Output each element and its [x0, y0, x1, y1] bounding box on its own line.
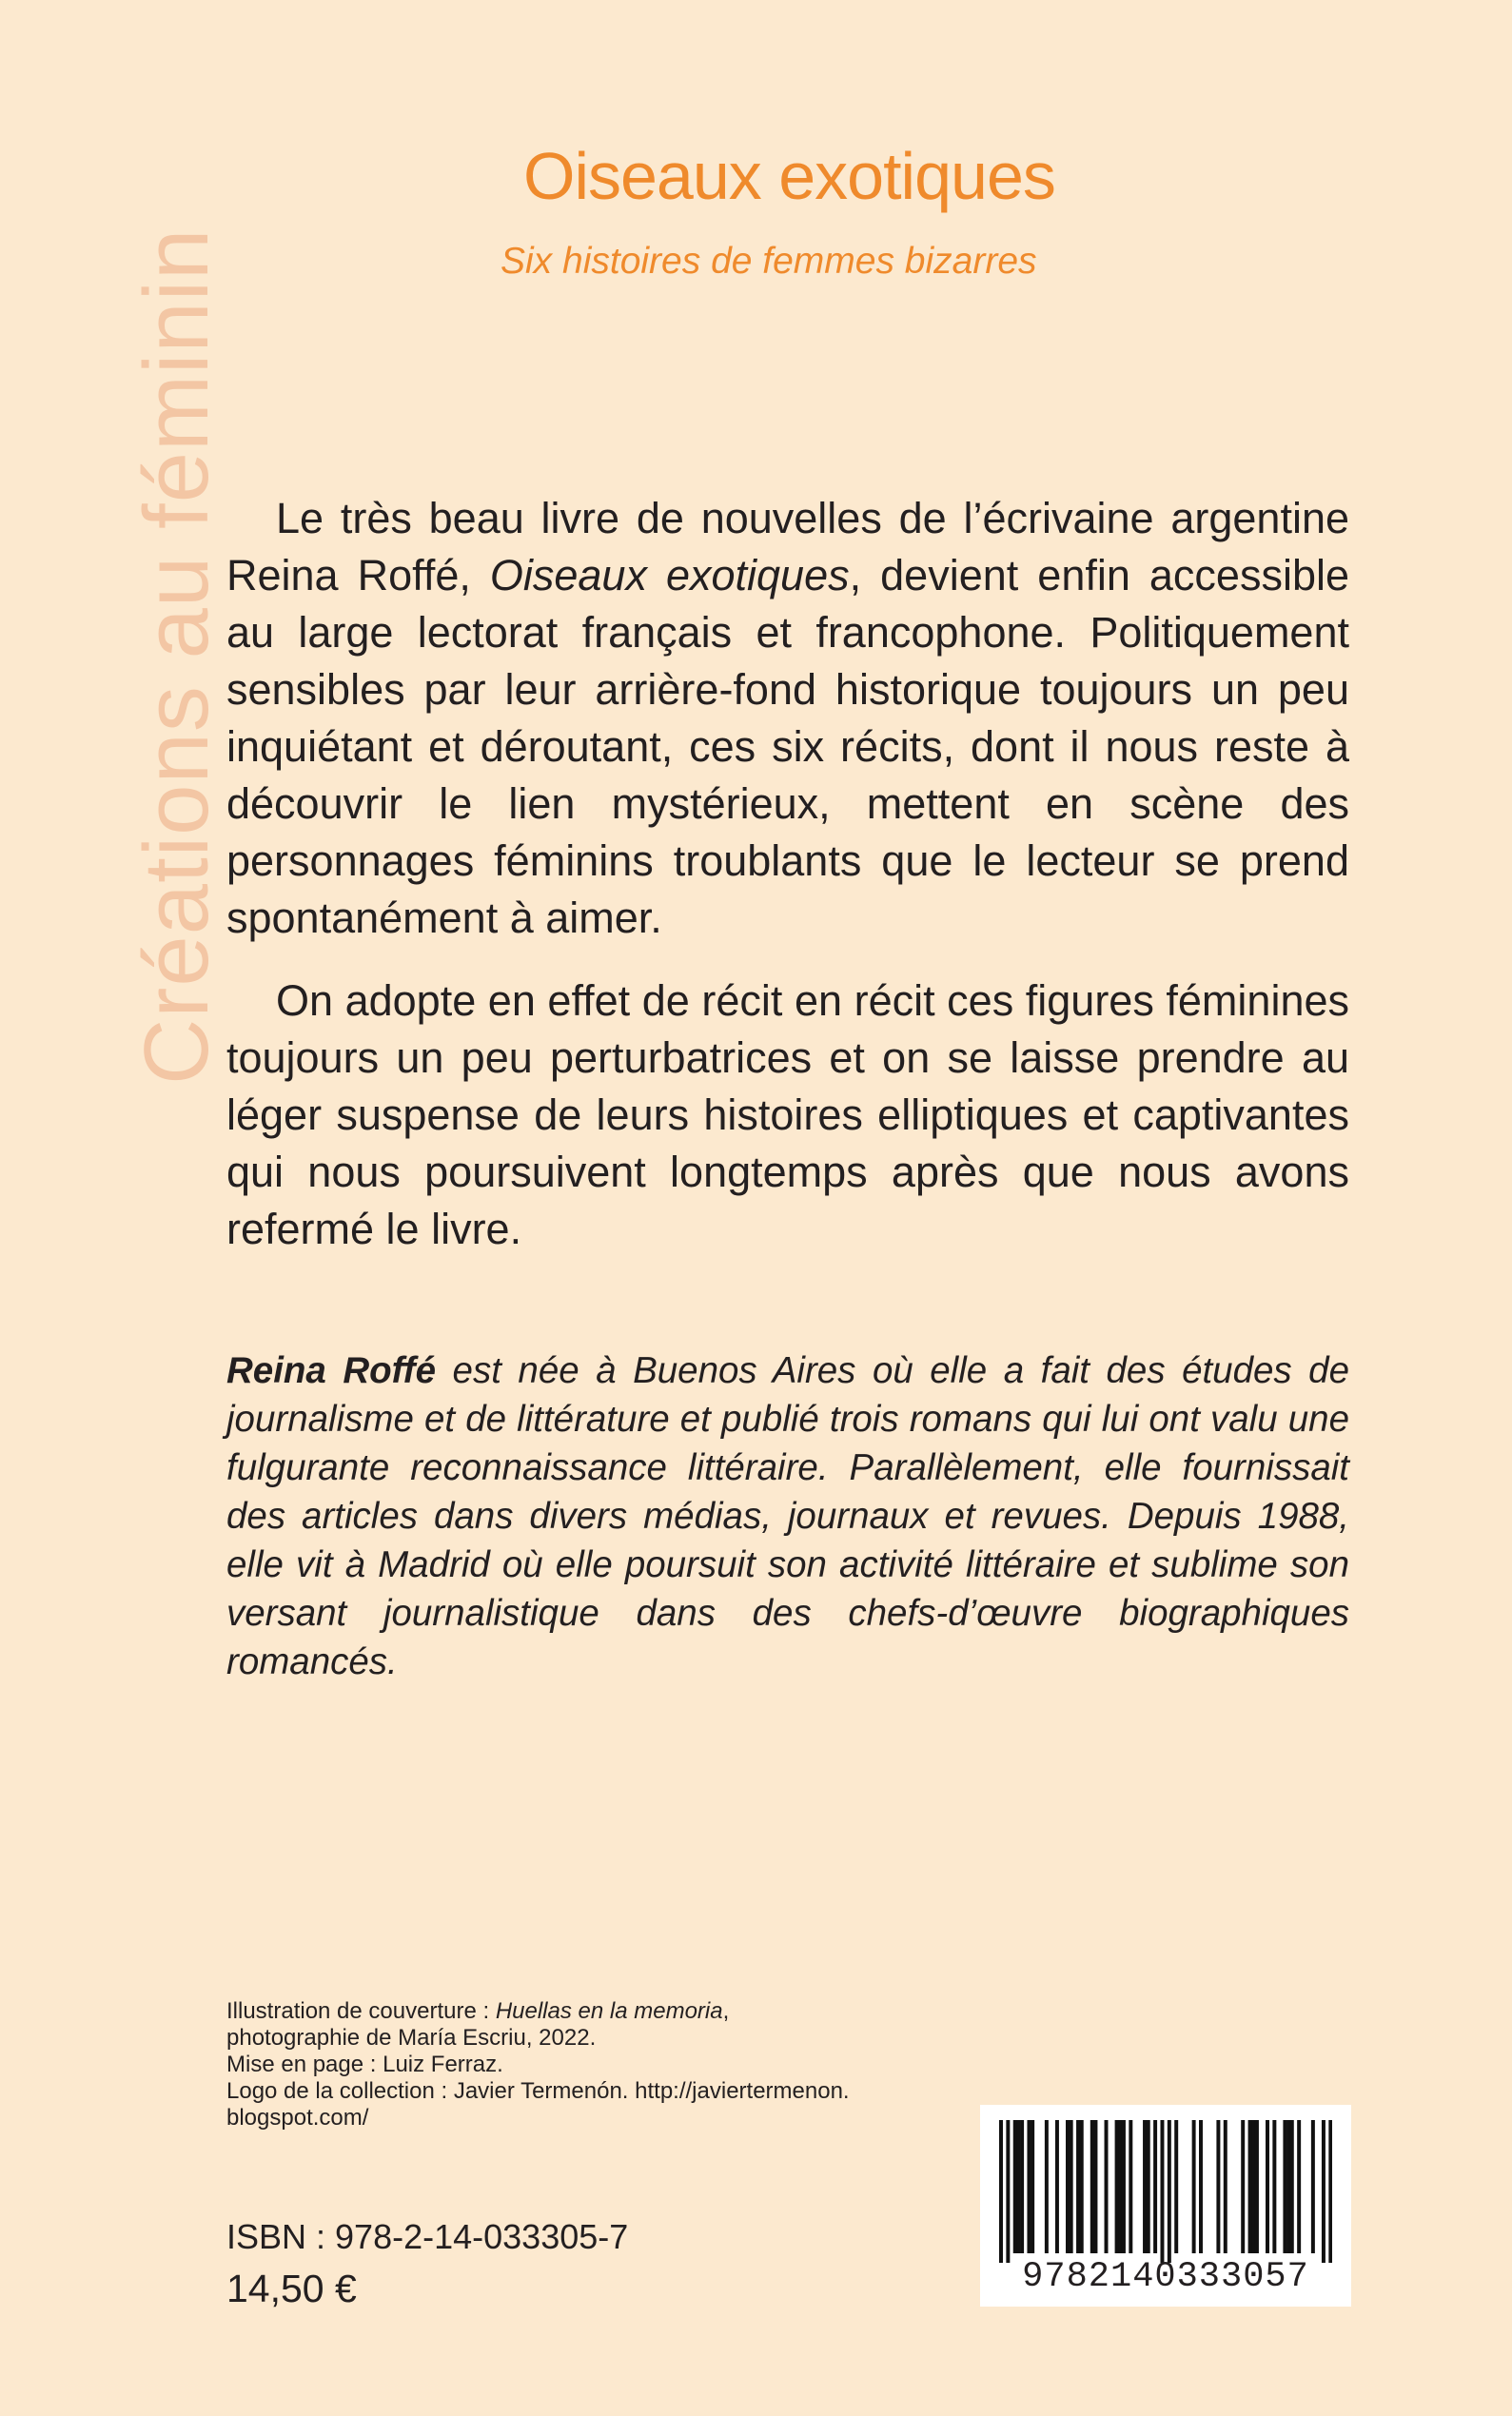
- credit-punct: ,: [722, 1998, 730, 2024]
- book-subtitle: Six histoires de femmes bizarres: [501, 241, 1037, 282]
- credit-illustration: [226, 1998, 874, 2025]
- barcode-bar: [1199, 2120, 1203, 2253]
- barcode-bar: [1090, 2120, 1094, 2253]
- barcode-bar: [1020, 2120, 1024, 2253]
- credit-label: Illustration de couverture :: [226, 1998, 496, 2024]
- author-name: Reina Roffé: [226, 1350, 437, 1391]
- credit-logo: Logo de la collection : Javier Termenón. http://javiertermenon.: [226, 2078, 850, 2104]
- barcode-bar: [1297, 2120, 1301, 2253]
- barcode-bar: [1031, 2120, 1034, 2253]
- credits: [226, 1998, 874, 2131]
- barcode-digits: 9782140333057: [1022, 2257, 1309, 2297]
- barcode-bar: [1027, 2120, 1031, 2253]
- price: 14,50 €: [226, 2267, 357, 2310]
- barcode-bar: [1055, 2120, 1059, 2253]
- barcode-bar: [1013, 2120, 1017, 2253]
- blurb-text: , devient enfin accessible au large lectorat français et francophone. Politiquement sensibles par leur arrière-fond historique toujours un peu inquiétant et déroutant, ces six récits, dont il nous reste à découvrir le lien mystérieux, mettent en scène des personnages féminins troublants que le lecteur se prend spontanément à aimer.: [226, 551, 1349, 942]
- barcode-bar: [1328, 2120, 1332, 2263]
- barcode-bar: [999, 2120, 1003, 2263]
- barcode-bar: [1093, 2120, 1097, 2253]
- credit-illustration-title: Huellas en la memoria: [495, 1998, 723, 2024]
- barcode-bar: [1129, 2120, 1132, 2253]
- isbn: ISBN : 978-2-14-033305-7: [226, 2217, 629, 2256]
- barcode-bar: [1115, 2120, 1119, 2253]
- barcode-bar: [1272, 2120, 1276, 2253]
- barcode-bar: [1322, 2120, 1325, 2263]
- credit-layout: Mise en page : Luiz Ferraz.: [226, 2052, 503, 2077]
- blurb: [226, 490, 1349, 1258]
- barcode-bar: [1255, 2120, 1259, 2253]
- credit-photo: photographie de María Escriu, 2022.: [226, 2025, 597, 2051]
- barcode-bar: [1311, 2120, 1315, 2253]
- barcode-bar: [1122, 2120, 1126, 2253]
- barcode-bar: [1286, 2120, 1290, 2253]
- barcode-bar: [1168, 2120, 1171, 2263]
- barcode-bar: [1216, 2120, 1220, 2253]
- barcode-bar: [1174, 2120, 1178, 2253]
- barcode-bar: [1224, 2120, 1227, 2253]
- credit-logo-url: blogspot.com/: [226, 2105, 369, 2131]
- book-title: Oiseaux exotiques: [523, 139, 1055, 213]
- blurb-paragraph-2: On adopte en effet de récit en récit ces figures féminines toujours un peu perturbatrices et on se laisse prendre au léger suspense de leurs histoires elliptiques et captivantes qui nous poursuivent longtemps après que nous avons refermé le livre.: [226, 976, 1349, 1253]
- barcode-bar: [1241, 2120, 1245, 2253]
- barcode-bar: [1290, 2120, 1294, 2253]
- barcode-bar: [1076, 2120, 1080, 2253]
- barcode-bar: [1248, 2120, 1252, 2253]
- barcode-bar: [1105, 2120, 1109, 2253]
- barcode-bars: [999, 2120, 1332, 2263]
- barcode-bar: [1118, 2120, 1122, 2253]
- barcode-bar: [1006, 2120, 1010, 2263]
- barcode-bar: [1160, 2120, 1164, 2263]
- barcode-bar: [1066, 2120, 1070, 2253]
- barcode-bar: [1143, 2120, 1147, 2253]
- barcode-bar: [1192, 2120, 1196, 2253]
- barcode-bar: [1080, 2120, 1084, 2253]
- barcode: [980, 2105, 1351, 2307]
- author-bio: [226, 1346, 1349, 1686]
- barcode-bar: [1016, 2120, 1020, 2253]
- blurb-paragraph-1: [226, 490, 1349, 947]
- barcode-bar: [1045, 2120, 1049, 2253]
- blurb-book-title: Oiseaux exotiques: [489, 551, 850, 599]
- barcode-bar: [1266, 2120, 1269, 2253]
- series-name: Créations au féminin: [126, 227, 227, 1085]
- barcode-bar: [1153, 2120, 1157, 2253]
- barcode-bar: [1070, 2120, 1073, 2253]
- author-bio-text: est née à Buenos Aires où elle a fait des études de journalisme et de littérature et publié trois romans qui lui ont valu une fulgurante reconnaissance littéraire. Parallèlement, elle fournissait des articles dans divers médias, journaux et revues. Depuis 1988, elle vit à Madrid où elle poursuit son activité littéraire et sublime son versant journalistique dans des chefs-d’œuvre biographiques romancés.: [226, 1350, 1349, 1682]
- barcode-bar: [1283, 2120, 1286, 2253]
- blurb-text: Le très beau livre de nouvelles de l’écrivaine argentine Reina Roffé,: [226, 494, 1349, 599]
- barcode-bar: [1251, 2120, 1255, 2253]
- barcode-bar: [1147, 2120, 1150, 2253]
